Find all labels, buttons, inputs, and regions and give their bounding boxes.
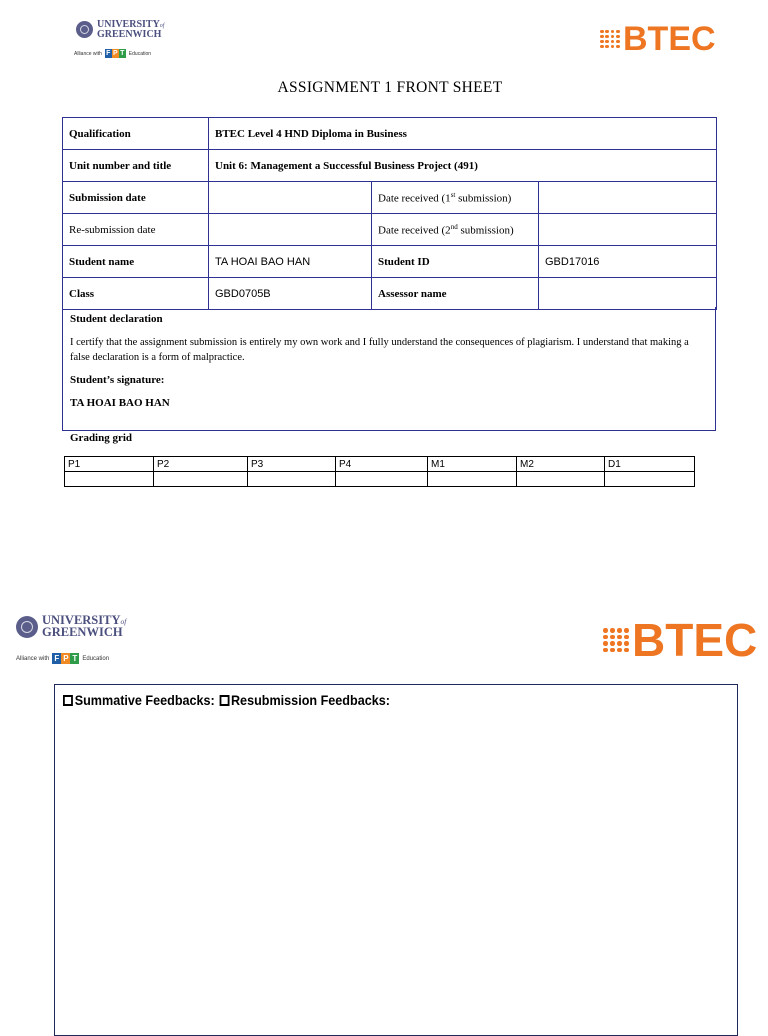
table-row bbox=[63, 246, 717, 278]
submission-date-value[interactable] bbox=[209, 182, 372, 214]
university-name-line2: GREENWICH bbox=[42, 624, 123, 639]
unit-value: Unit 6: Management a Successful Business Project (491) bbox=[209, 150, 717, 182]
fpt-logo: F P T bbox=[106, 50, 125, 57]
btec-wordmark: BTEC bbox=[623, 20, 716, 58]
university-name-line1: UNIVERSITY bbox=[97, 19, 160, 30]
feedback-options bbox=[63, 692, 390, 708]
student-id-label: Student ID bbox=[372, 246, 539, 278]
btec-logo-page2 bbox=[603, 614, 758, 666]
university-logo-page2 bbox=[16, 615, 126, 639]
university-crest-icon bbox=[76, 21, 93, 38]
grading-grid-label: Grading grid bbox=[70, 432, 133, 444]
signature-value: TA HOAI BAO HAN bbox=[70, 397, 170, 409]
grade-header-p3: P3 bbox=[248, 457, 336, 472]
qualification-value: BTEC Level 4 HND Diploma in Business bbox=[209, 118, 717, 150]
alliance-suffix: Education bbox=[128, 50, 152, 57]
student-declaration bbox=[62, 307, 716, 431]
table-row bbox=[63, 182, 717, 214]
assessor-label: Assessor name bbox=[372, 278, 539, 310]
btec-dots-icon bbox=[600, 30, 620, 49]
grading-grid-table bbox=[64, 456, 695, 487]
btec-dots-icon bbox=[603, 628, 629, 652]
grade-cell-d1[interactable] bbox=[605, 472, 695, 487]
page-title: ASSIGNMENT 1 FRONT SHEET bbox=[277, 79, 503, 96]
grade-cell-p3[interactable] bbox=[248, 472, 336, 487]
table-row bbox=[63, 214, 717, 246]
grade-cell-m2[interactable] bbox=[517, 472, 605, 487]
alliance-logo-page2 bbox=[16, 653, 109, 664]
university-crest-icon bbox=[16, 616, 38, 638]
summative-checkbox-icon[interactable] bbox=[63, 695, 73, 706]
btec-wordmark: BTEC bbox=[632, 614, 758, 666]
university-name-line2: GREENWICH bbox=[97, 28, 162, 40]
student-id-value[interactable]: GBD17016 bbox=[539, 246, 717, 278]
alliance-prefix: Alliance with bbox=[16, 655, 50, 662]
date-received-2-value[interactable] bbox=[539, 214, 717, 246]
unit-label: Unit number and title bbox=[63, 150, 209, 182]
grade-cell-p1[interactable] bbox=[65, 472, 154, 487]
date-received-1-value[interactable] bbox=[539, 182, 717, 214]
table-row bbox=[65, 457, 695, 472]
class-value[interactable]: GBD0705B bbox=[209, 278, 372, 310]
grade-header-d1: D1 bbox=[605, 457, 695, 472]
summative-feedback-label: Summative Feedbacks: bbox=[74, 692, 215, 708]
resubmission-feedback-label: Resubmission Feedbacks: bbox=[230, 692, 390, 708]
student-name-label: Student name bbox=[63, 246, 209, 278]
table-row bbox=[65, 472, 695, 487]
date-received-2-label: Date received (2nd submission) bbox=[372, 214, 539, 246]
grade-header-p2: P2 bbox=[154, 457, 248, 472]
grade-header-m2: M2 bbox=[517, 457, 605, 472]
university-of: of bbox=[120, 617, 127, 626]
btec-logo bbox=[600, 22, 716, 56]
alliance-logo bbox=[74, 49, 151, 58]
qualification-label: Qualification bbox=[63, 118, 209, 150]
university-of: of bbox=[159, 23, 165, 29]
grade-header-p1: P1 bbox=[65, 457, 154, 472]
resubmission-date-value[interactable] bbox=[209, 214, 372, 246]
front-sheet-table bbox=[62, 117, 717, 310]
class-label: Class bbox=[63, 278, 209, 310]
signature-label: Student’s signature: bbox=[70, 374, 165, 386]
assessor-value[interactable] bbox=[539, 278, 717, 310]
table-row bbox=[63, 278, 717, 310]
resubmission-date-label: Re-submission date bbox=[63, 214, 209, 246]
grade-cell-p4[interactable] bbox=[336, 472, 428, 487]
grade-header-m1: M1 bbox=[428, 457, 517, 472]
alliance-prefix: Alliance with bbox=[74, 50, 102, 57]
alliance-suffix: Education bbox=[82, 655, 110, 662]
resubmission-checkbox-icon[interactable] bbox=[219, 695, 229, 706]
declaration-heading: Student declaration bbox=[70, 313, 163, 325]
grade-cell-m1[interactable] bbox=[428, 472, 517, 487]
submission-date-label: Submission date bbox=[63, 182, 209, 214]
fpt-logo: F P T bbox=[52, 653, 79, 664]
table-row bbox=[63, 150, 717, 182]
grade-cell-p2[interactable] bbox=[154, 472, 248, 487]
university-logo bbox=[76, 20, 164, 39]
student-name-value[interactable]: TA HOAI BAO HAN bbox=[209, 246, 372, 278]
feedback-box[interactable] bbox=[54, 684, 738, 1036]
declaration-text: I certify that the assignment submission is entirely my own work and I fully understand the consequences of plagiarism. I understand that making a false declaration is a form of malpractice. bbox=[70, 337, 689, 363]
university-name-line1: UNIVERSITY bbox=[42, 613, 121, 627]
grade-header-p4: P4 bbox=[336, 457, 428, 472]
table-row bbox=[63, 118, 717, 150]
date-received-1-label: Date received (1st submission) bbox=[372, 182, 539, 214]
